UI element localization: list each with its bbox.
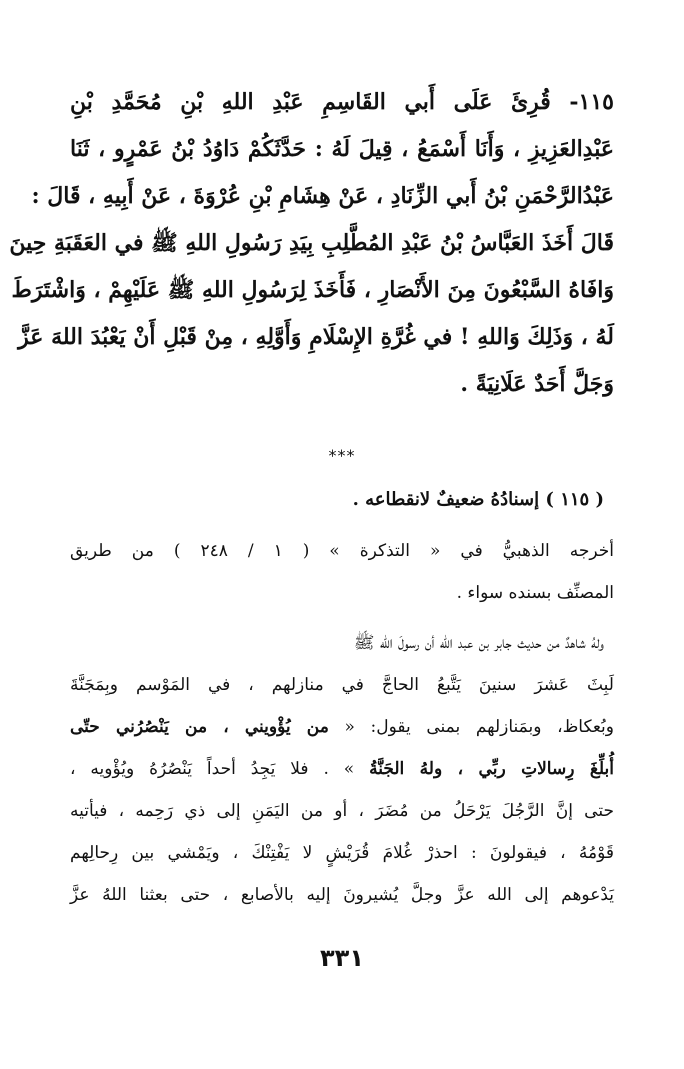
commentary-p1-line-2: المصنِّف بسنده سواء .	[456, 583, 614, 603]
hadith-line-5: وَافَاهُ السَّبْعُونَ مِنَ الأَنْصَارِ ، فَأَخَذَ لِرَسُولِ اللهِ ﷺ عَلَيْهِمْ ، وَاشْتَرَطَ	[11, 277, 614, 303]
hadith-line-7: وَجَلَّ أَحَدٌ عَلَانِيَةً .	[460, 371, 614, 397]
prophet-quote-part-2: أُبلِّغَ رِسالاتِ ربِّي ، ولهُ الجَنَّةُ	[369, 759, 614, 779]
hadith-line-3: عَبْدُالرَّحْمَنِ بْنُ أَبي الزِّنَادِ ، عَنْ هِشَامِ بْنِ عُرْوَةَ ، عَنْ أَبِيهِ ، قَالَ :	[31, 183, 614, 209]
commentary-p2-line-4b: » . فلا يَجِدُ أحداً يَنْصُرُهُ ويُؤْويه ،	[70, 759, 355, 779]
page-number: ٣٣١	[320, 944, 364, 972]
commentary-p1-line-1: أخرجه الذهبيُّ في « التذكرة » ( ١ / ٢٤٨ ) من طريق	[70, 541, 614, 561]
hadith-line-1: ١١٥- قُرِئَ عَلَى أَبي القَاسِمِ عَبْدِ اللهِ بْنِ مُحَمَّدِ بْنِ	[70, 89, 614, 115]
hadith-line-6: لَهُ ، وَذَلِكَ وَاللهِ ! في غُرَّةِ الإِسْلَامِ وَأَوَّلِهِ ، مِنْ قَبْلِ أَنْ يَعْبُدَ اللهَ عَزَّ	[18, 324, 614, 350]
commentary-p2-line-6: قَوْمُهُ ، فيقولونَ : احذرْ غُلامَ قُرَيْشٍ لا يَفْتِنْكَ ، ويَمْشي بين رِحالِهم	[70, 843, 614, 863]
commentary-heading: ( ١١٥ ) إسنادُهُ ضعيفٌ لانقطاعه .	[352, 489, 604, 510]
section-separator: ***	[328, 446, 356, 465]
commentary-p2-line-7: يَدْعوهم إلى الله عزَّ وجلَّ يُشيرونَ إليه بالأصابع ، حتى بعثنا اللهُ عزَّ	[70, 885, 614, 905]
hadith-line-4: قَالَ أَخَذَ العَبَّاسُ بْنُ عَبْدِ المُطَّلِبِ بِيَدِ رَسُولِ اللهِ ﷺ في العَقَبَةِ حِينَ	[9, 230, 614, 256]
hadith-line-2: عَبْدِالعَزِيزِ ، وَأَنَا أَسْمَعُ ، قِيلَ لَهُ : حَدَّثَكُمْ دَاوُدُ بْنُ عَمْرٍو ، ثَنَا	[70, 136, 614, 162]
commentary-p2-line-5: حتى إنَّ الرَّجُلَ يَرْحَلُ من مُضَرَ ، أو من اليَمَنِ إلى ذي رَحِمه ، فيأتيه	[70, 801, 614, 821]
commentary-p2-line-2: لَبِثَ عَشرَ سنينَ يَتَّبعُ الحاجَّ في منازلهم ، في المَوْسم وبِمَجَنَّةَ	[70, 675, 614, 695]
commentary-p2-line-1: ولهُ شاهدٌ من حديث جابر بن عبد الله أن رسولَ الله ﷺ	[353, 633, 604, 653]
prophet-quote-part-1: من يُؤْويني ، من يَنْصُرُني حتّى	[70, 717, 329, 737]
commentary-p2-line-4	[70, 754, 614, 788]
commentary-p2-line-3	[70, 712, 614, 746]
commentary-p2-line-3a: وبُعكاظ، وبمَنازلهم بمنى يقول: «	[344, 717, 615, 737]
